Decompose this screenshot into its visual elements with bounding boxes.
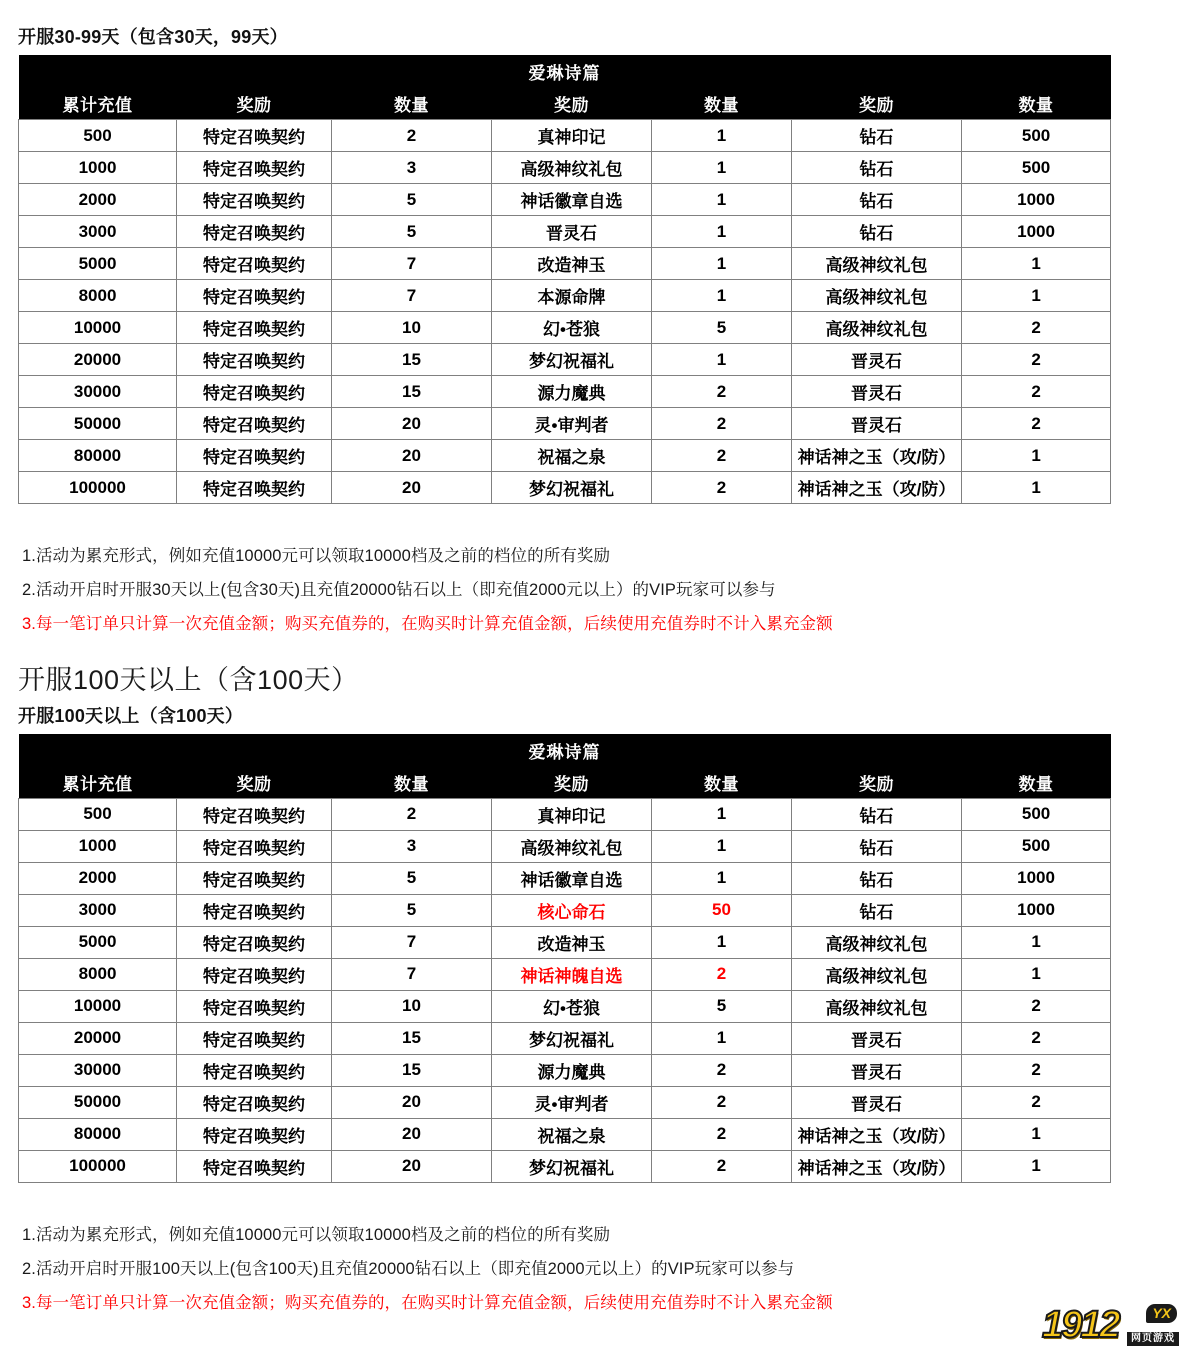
cell-amount: 5000 (19, 248, 177, 280)
cell-qty2: 1 (652, 152, 792, 184)
table-banner-title: 爱琳诗篇 (19, 55, 1111, 88)
notes-30-99 (0, 540, 1195, 641)
cell-qty3: 500 (962, 798, 1111, 830)
cell-reward1: 特定召唤契约 (177, 926, 332, 958)
cell-qty3: 500 (962, 152, 1111, 184)
cell-amount: 1000 (19, 152, 177, 184)
cell-qty3: 1 (962, 1150, 1111, 1182)
cell-qty3: 500 (962, 830, 1111, 862)
cell-reward1: 特定召唤契约 (177, 894, 332, 926)
table-notes-spacer-1 (0, 504, 1195, 540)
cell-amount: 3000 (19, 894, 177, 926)
cell-amount: 30000 (19, 376, 177, 408)
cell-reward1: 特定召唤契约 (177, 958, 332, 990)
cell-qty2: 1 (652, 216, 792, 248)
table-body-2 (19, 798, 1111, 1182)
cell-qty2: 5 (652, 990, 792, 1022)
cell-qty1: 10 (332, 990, 492, 1022)
cell-qty1: 5 (332, 894, 492, 926)
cell-qty3: 2 (962, 1086, 1111, 1118)
table-row (19, 472, 1111, 504)
cell-qty3: 500 (962, 120, 1111, 152)
watermark-main-text: 1912 (1042, 1304, 1119, 1346)
reward-table-100-plus (18, 734, 1111, 1183)
note-line: 1.活动为累充形式，例如充值10000元可以领取10000档及之前的档位的所有奖励 (22, 547, 611, 566)
cell-qty2: 1 (652, 862, 792, 894)
cell-amount: 20000 (19, 1022, 177, 1054)
cell-qty2: 2 (652, 1118, 792, 1150)
cell-qty3: 1 (962, 280, 1111, 312)
cell-reward3: 高级神纹礼包 (792, 312, 962, 344)
table-row (19, 120, 1111, 152)
table-row (19, 1022, 1111, 1054)
col-header-amount: 累计充值 (19, 767, 177, 799)
cell-reward3: 高级神纹礼包 (792, 280, 962, 312)
cell-reward3: 晋灵石 (792, 1022, 962, 1054)
cell-qty2: 5 (652, 312, 792, 344)
cell-reward3: 晋灵石 (792, 376, 962, 408)
cell-reward2: 核心命石 (492, 894, 652, 926)
cell-reward2: 梦幻祝福礼 (492, 1022, 652, 1054)
cell-amount: 100000 (19, 472, 177, 504)
cell-amount: 20000 (19, 344, 177, 376)
cell-amount: 80000 (19, 440, 177, 472)
cell-amount: 30000 (19, 1054, 177, 1086)
cell-reward2: 改造神玉 (492, 248, 652, 280)
cell-qty3: 1 (962, 1118, 1111, 1150)
col-header-qty3: 数量 (962, 767, 1111, 799)
site-watermark-logo (1038, 1296, 1183, 1354)
cell-reward3: 晋灵石 (792, 344, 962, 376)
section-spacer (0, 642, 1195, 664)
note-line: 2.活动开启时开服100天以上(包含100天)且充值20000钻石以上（即充值2000元以上）的VIP玩家可以参与 (22, 1259, 795, 1278)
cell-reward1: 特定召唤契约 (177, 312, 332, 344)
cell-reward1: 特定召唤契约 (177, 280, 332, 312)
table-row (19, 440, 1111, 472)
cell-reward2: 幻•苍狼 (492, 312, 652, 344)
col-header-qty2: 数量 (652, 767, 792, 799)
cell-reward2: 梦幻祝福礼 (492, 472, 652, 504)
cell-reward2: 真神印记 (492, 798, 652, 830)
cell-qty1: 15 (332, 1022, 492, 1054)
cell-qty1: 7 (332, 958, 492, 990)
table-row (19, 216, 1111, 248)
cell-qty3: 1000 (962, 184, 1111, 216)
table-row (19, 894, 1111, 926)
cell-reward1: 特定召唤契约 (177, 152, 332, 184)
table-row (19, 344, 1111, 376)
table-head-1 (19, 55, 1111, 120)
table-row (19, 798, 1111, 830)
cell-qty1: 20 (332, 1150, 492, 1182)
cell-reward3: 钻石 (792, 184, 962, 216)
cell-reward3: 钻石 (792, 216, 962, 248)
section2-big-heading: 开服100天以上（含100天） (18, 664, 359, 695)
cell-reward1: 特定召唤契约 (177, 472, 332, 504)
table-row (19, 152, 1111, 184)
cell-amount: 80000 (19, 1118, 177, 1150)
table-column-header-row (19, 88, 1111, 120)
table-row (19, 830, 1111, 862)
col-header-reward3: 奖励 (792, 88, 962, 120)
cell-reward3: 晋灵石 (792, 408, 962, 440)
cell-qty2: 2 (652, 1086, 792, 1118)
cell-qty1: 5 (332, 862, 492, 894)
cell-qty2: 1 (652, 280, 792, 312)
cell-qty2: 1 (652, 830, 792, 862)
cell-qty1: 20 (332, 1118, 492, 1150)
cell-reward2: 改造神玉 (492, 926, 652, 958)
cell-qty1: 10 (332, 312, 492, 344)
cell-reward3: 神话神之玉（攻/防） (792, 1150, 962, 1182)
cell-qty3: 1000 (962, 894, 1111, 926)
cell-reward3: 神话神之玉（攻/防） (792, 472, 962, 504)
table-row (19, 184, 1111, 216)
cell-reward3: 晋灵石 (792, 1054, 962, 1086)
notes-100-plus (0, 1219, 1195, 1320)
cell-qty2: 1 (652, 248, 792, 280)
watermark-badge-text: YX (1146, 1304, 1177, 1323)
table-banner-title: 爱琳诗篇 (19, 734, 1111, 767)
cell-reward2: 祝福之泉 (492, 440, 652, 472)
heading-spacer-2 (0, 698, 1195, 705)
cell-qty2: 1 (652, 798, 792, 830)
cell-qty3: 2 (962, 312, 1111, 344)
cell-qty3: 1000 (962, 216, 1111, 248)
cell-qty2: 50 (652, 894, 792, 926)
cell-reward2: 灵•审判者 (492, 1086, 652, 1118)
table-row (19, 862, 1111, 894)
cell-reward2: 祝福之泉 (492, 1118, 652, 1150)
cell-qty1: 20 (332, 440, 492, 472)
cell-qty1: 7 (332, 248, 492, 280)
note-line: 3.每一笔订单只计算一次充值金额；购买充值券的，在购买时计算充值金额，后续使用充值券时不计入累充金额 (22, 615, 833, 634)
col-header-qty3: 数量 (962, 88, 1111, 120)
cell-amount: 8000 (19, 958, 177, 990)
cell-qty1: 15 (332, 344, 492, 376)
reward-table-30-99 (18, 55, 1111, 504)
cell-qty3: 1 (962, 248, 1111, 280)
cell-reward3: 高级神纹礼包 (792, 958, 962, 990)
section-100-days-plus (0, 664, 1195, 1321)
cell-reward2: 幻•苍狼 (492, 990, 652, 1022)
cell-qty1: 7 (332, 280, 492, 312)
cell-amount: 10000 (19, 990, 177, 1022)
cell-qty1: 15 (332, 376, 492, 408)
cell-amount: 2000 (19, 862, 177, 894)
cell-qty1: 3 (332, 152, 492, 184)
cell-qty2: 2 (652, 472, 792, 504)
cell-qty3: 2 (962, 1022, 1111, 1054)
cell-qty3: 2 (962, 376, 1111, 408)
cell-qty2: 2 (652, 440, 792, 472)
cell-reward3: 钻石 (792, 862, 962, 894)
table-row (19, 248, 1111, 280)
cell-reward3: 高级神纹礼包 (792, 248, 962, 280)
table-row (19, 990, 1111, 1022)
cell-reward2: 梦幻祝福礼 (492, 344, 652, 376)
cell-amount: 50000 (19, 1086, 177, 1118)
cell-qty2: 1 (652, 344, 792, 376)
cell-qty1: 7 (332, 926, 492, 958)
cell-qty2: 2 (652, 958, 792, 990)
note-line: 2.活动开启时开服30天以上(包含30天)且充值20000钻石以上（即充值2000元以上）的VIP玩家可以参与 (22, 581, 776, 600)
cell-amount: 1000 (19, 830, 177, 862)
cell-qty1: 20 (332, 1086, 492, 1118)
section-30-99-days (0, 26, 1195, 642)
table-row (19, 1150, 1111, 1182)
cell-reward2: 源力魔典 (492, 376, 652, 408)
cell-reward1: 特定召唤契约 (177, 376, 332, 408)
cell-amount: 3000 (19, 216, 177, 248)
cell-qty3: 1 (962, 472, 1111, 504)
cell-reward1: 特定召唤契约 (177, 798, 332, 830)
note-line: 3.每一笔订单只计算一次充值金额；购买充值券的，在购买时计算充值金额，后续使用充值券时不计入累充金额 (22, 1293, 833, 1312)
col-header-amount: 累计充值 (19, 88, 177, 120)
cell-qty3: 1 (962, 958, 1111, 990)
cell-reward2: 源力魔典 (492, 1054, 652, 1086)
col-header-qty1: 数量 (332, 767, 492, 799)
cell-reward2: 神话徽章自选 (492, 184, 652, 216)
cell-qty2: 1 (652, 120, 792, 152)
cell-amount: 10000 (19, 312, 177, 344)
cell-reward3: 钻石 (792, 894, 962, 926)
cell-reward2: 神话神魄自选 (492, 958, 652, 990)
table-row (19, 376, 1111, 408)
cell-qty2: 1 (652, 926, 792, 958)
cell-reward3: 钻石 (792, 152, 962, 184)
col-header-reward1: 奖励 (177, 88, 332, 120)
col-header-reward2: 奖励 (492, 88, 652, 120)
cell-reward1: 特定召唤契约 (177, 990, 332, 1022)
cell-qty3: 1000 (962, 862, 1111, 894)
cell-qty3: 2 (962, 1054, 1111, 1086)
cell-reward1: 特定召唤契约 (177, 1022, 332, 1054)
cell-reward2: 高级神纹礼包 (492, 152, 652, 184)
cell-reward1: 特定召唤契约 (177, 1118, 332, 1150)
cell-qty2: 2 (652, 376, 792, 408)
table-row (19, 926, 1111, 958)
cell-qty3: 1 (962, 440, 1111, 472)
col-header-qty1: 数量 (332, 88, 492, 120)
table-row (19, 1086, 1111, 1118)
cell-reward1: 特定召唤契约 (177, 344, 332, 376)
cell-amount: 500 (19, 798, 177, 830)
cell-qty3: 2 (962, 344, 1111, 376)
cell-amount: 50000 (19, 408, 177, 440)
cell-reward3: 钻石 (792, 798, 962, 830)
cell-amount: 5000 (19, 926, 177, 958)
cell-qty1: 2 (332, 120, 492, 152)
cell-reward1: 特定召唤契约 (177, 216, 332, 248)
cell-qty1: 20 (332, 408, 492, 440)
cell-qty1: 15 (332, 1054, 492, 1086)
section1-small-heading: 开服30-99天（包含30天，99天） (18, 27, 288, 47)
cell-reward3: 钻石 (792, 830, 962, 862)
col-header-reward2: 奖励 (492, 767, 652, 799)
table-banner-row (19, 734, 1111, 767)
cell-reward2: 本源命牌 (492, 280, 652, 312)
table-row (19, 280, 1111, 312)
table-head-2 (19, 734, 1111, 799)
cell-reward1: 特定召唤契约 (177, 120, 332, 152)
cell-reward1: 特定召唤契约 (177, 1054, 332, 1086)
cell-reward3: 高级神纹礼包 (792, 990, 962, 1022)
cell-amount: 2000 (19, 184, 177, 216)
cell-reward1: 特定召唤契约 (177, 440, 332, 472)
cell-reward1: 特定召唤契约 (177, 248, 332, 280)
table-row (19, 1054, 1111, 1086)
cell-reward3: 高级神纹礼包 (792, 926, 962, 958)
note-line: 1.活动为累充形式，例如充值10000元可以领取10000档及之前的档位的所有奖励 (22, 1225, 611, 1244)
cell-reward1: 特定召唤契约 (177, 830, 332, 862)
cell-qty2: 2 (652, 1150, 792, 1182)
cell-reward2: 梦幻祝福礼 (492, 1150, 652, 1182)
cell-reward2: 晋灵石 (492, 216, 652, 248)
cell-qty1: 20 (332, 472, 492, 504)
cell-reward1: 特定召唤契约 (177, 408, 332, 440)
col-header-reward3: 奖励 (792, 767, 962, 799)
cell-amount: 500 (19, 120, 177, 152)
cell-reward3: 钻石 (792, 120, 962, 152)
cell-amount: 100000 (19, 1150, 177, 1182)
cell-qty1: 5 (332, 184, 492, 216)
cell-reward2: 真神印记 (492, 120, 652, 152)
cell-qty2: 1 (652, 184, 792, 216)
col-header-qty2: 数量 (652, 88, 792, 120)
cell-reward1: 特定召唤契约 (177, 1086, 332, 1118)
cell-reward2: 灵•审判者 (492, 408, 652, 440)
cell-reward3: 神话神之玉（攻/防） (792, 1118, 962, 1150)
cell-qty2: 1 (652, 1022, 792, 1054)
cell-reward1: 特定召唤契约 (177, 862, 332, 894)
table-notes-spacer-2 (0, 1183, 1195, 1219)
table-row (19, 1118, 1111, 1150)
cell-qty3: 2 (962, 990, 1111, 1022)
cell-qty1: 3 (332, 830, 492, 862)
cell-qty3: 1 (962, 926, 1111, 958)
top-spacer (0, 0, 1195, 26)
col-header-reward1: 奖励 (177, 767, 332, 799)
table-row (19, 408, 1111, 440)
watermark-sub-text: 网页游戏 (1127, 1332, 1179, 1346)
cell-amount: 8000 (19, 280, 177, 312)
table-row (19, 312, 1111, 344)
cell-qty1: 5 (332, 216, 492, 248)
cell-reward2: 高级神纹礼包 (492, 830, 652, 862)
cell-qty1: 2 (332, 798, 492, 830)
cell-reward1: 特定召唤契约 (177, 1150, 332, 1182)
table-row (19, 958, 1111, 990)
section2-small-heading: 开服100天以上（含100天） (18, 705, 244, 726)
cell-reward2: 神话徽章自选 (492, 862, 652, 894)
cell-reward3: 神话神之玉（攻/防） (792, 440, 962, 472)
cell-reward1: 特定召唤契约 (177, 184, 332, 216)
cell-qty2: 2 (652, 1054, 792, 1086)
table-banner-row (19, 55, 1111, 88)
cell-reward3: 晋灵石 (792, 1086, 962, 1118)
table-body-1 (19, 120, 1111, 504)
table-column-header-row (19, 767, 1111, 799)
cell-qty3: 2 (962, 408, 1111, 440)
cell-qty2: 2 (652, 408, 792, 440)
